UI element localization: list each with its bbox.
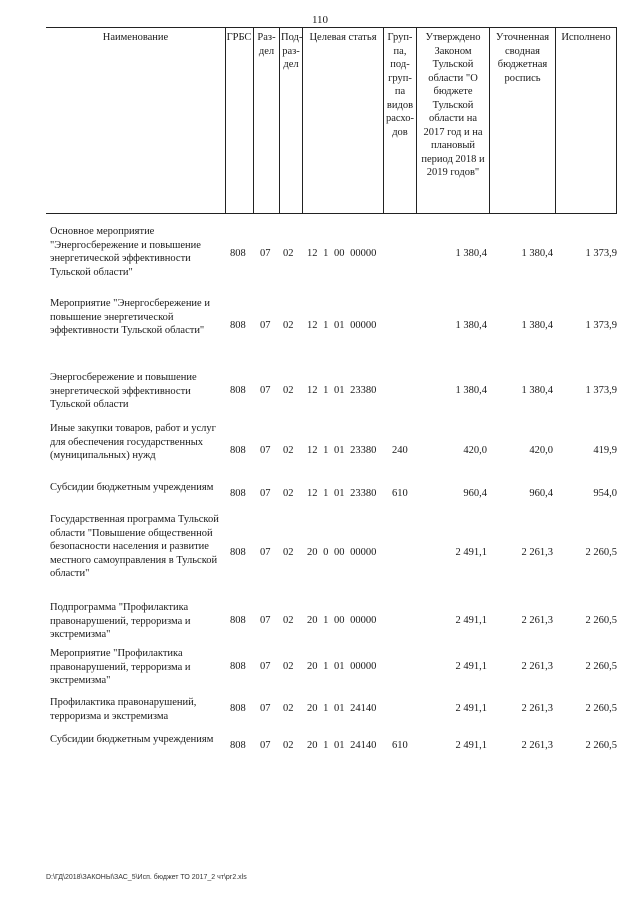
row-podrazdel: 02 bbox=[283, 320, 294, 331]
row-target: 20 0 00 00000 bbox=[307, 547, 377, 558]
row-name: Мероприятие "Энергосбережение и повышение энергетической эффективности Тульской области" bbox=[50, 298, 210, 336]
row-grbs: 808 bbox=[230, 661, 246, 672]
header-refined: Уточненная сводная бюджетная роспись bbox=[495, 32, 550, 84]
header-executed: Исполнено bbox=[561, 32, 611, 43]
row-executed: 1 373,9 bbox=[585, 248, 617, 259]
row-refined: 960,4 bbox=[529, 488, 553, 499]
row-grbs: 808 bbox=[230, 703, 246, 714]
row-razdel: 07 bbox=[260, 488, 271, 499]
row-target: 12 1 01 23380 bbox=[307, 385, 377, 396]
row-approved: 1 380,4 bbox=[455, 385, 487, 396]
row-approved: 420,0 bbox=[463, 445, 487, 456]
row-target: 12 1 01 23380 bbox=[307, 488, 377, 499]
row-target: 20 1 00 00000 bbox=[307, 615, 377, 626]
header-name: Наименование bbox=[102, 32, 169, 43]
header-col-divider bbox=[555, 27, 556, 214]
header-podrazdel: Под-раз-дел bbox=[281, 32, 303, 70]
row-grbs: 808 bbox=[230, 547, 246, 558]
header-razdel: Раз-дел bbox=[257, 32, 276, 57]
row-name: Субсидии бюджетным учреждениям bbox=[50, 734, 214, 745]
row-target: 12 1 01 00000 bbox=[307, 320, 377, 331]
row-target: 20 1 01 00000 bbox=[307, 661, 377, 672]
row-name: Энергосбережение и повышение энергетической эффективности Тульской области bbox=[50, 372, 197, 410]
row-executed: 1 373,9 bbox=[585, 320, 617, 331]
row-executed: 2 260,5 bbox=[585, 615, 617, 626]
row-approved: 2 491,1 bbox=[455, 661, 487, 672]
header-col-divider bbox=[489, 27, 490, 214]
header-target: Целевая статья bbox=[309, 32, 377, 43]
row-name: Государственная программа Тульской области "Повышение общественной безопасности населения и развитие местного самоуправления в Тульской области" bbox=[50, 514, 219, 579]
row-refined: 2 261,3 bbox=[521, 703, 553, 714]
row-grbs: 808 bbox=[230, 488, 246, 499]
row-razdel: 07 bbox=[260, 547, 271, 558]
row-grbs: 808 bbox=[230, 445, 246, 456]
row-refined: 1 380,4 bbox=[521, 385, 553, 396]
row-executed: 2 260,5 bbox=[585, 740, 617, 751]
row-executed: 2 260,5 bbox=[585, 547, 617, 558]
row-approved: 2 491,1 bbox=[455, 615, 487, 626]
header-bottom-border bbox=[46, 213, 616, 214]
row-name: Мероприятие "Профилактика правонарушений, терроризма и экстремизма" bbox=[50, 648, 191, 686]
row-podrazdel: 02 bbox=[283, 248, 294, 259]
row-vr: 240 bbox=[392, 445, 408, 456]
row-razdel: 07 bbox=[260, 740, 271, 751]
row-target: 12 1 00 00000 bbox=[307, 248, 377, 259]
header-group: Груп-па, под-груп-па видов расхо-дов bbox=[385, 32, 415, 138]
row-executed: 419,9 bbox=[593, 445, 617, 456]
row-executed: 1 373,9 bbox=[585, 385, 617, 396]
header-col-divider bbox=[225, 27, 226, 214]
row-vr: 610 bbox=[392, 740, 408, 751]
row-razdel: 07 bbox=[260, 661, 271, 672]
row-razdel: 07 bbox=[260, 385, 271, 396]
row-approved: 2 491,1 bbox=[455, 740, 487, 751]
row-name: Основное мероприятие "Энергосбережение и повышение энергетической эффективности Тульской области" bbox=[50, 226, 201, 278]
row-vr: 610 bbox=[392, 488, 408, 499]
row-approved: 1 380,4 bbox=[455, 320, 487, 331]
header-col-divider bbox=[253, 27, 254, 214]
header-grbs: ГРБС bbox=[226, 32, 252, 43]
header-col-divider bbox=[279, 27, 280, 214]
row-name: Субсидии бюджетным учреждениям bbox=[50, 482, 214, 493]
row-refined: 2 261,3 bbox=[521, 547, 553, 558]
page-number: 110 bbox=[311, 14, 329, 26]
row-razdel: 07 bbox=[260, 248, 271, 259]
row-podrazdel: 02 bbox=[283, 488, 294, 499]
row-target: 20 1 01 24140 bbox=[307, 703, 377, 714]
row-razdel: 07 bbox=[260, 703, 271, 714]
row-approved: 2 491,1 bbox=[455, 547, 487, 558]
row-executed: 2 260,5 bbox=[585, 661, 617, 672]
row-podrazdel: 02 bbox=[283, 385, 294, 396]
header-col-divider bbox=[616, 27, 617, 214]
row-refined: 1 380,4 bbox=[521, 320, 553, 331]
row-refined: 2 261,3 bbox=[521, 740, 553, 751]
header-col-divider bbox=[302, 27, 303, 214]
row-podrazdel: 02 bbox=[283, 445, 294, 456]
row-grbs: 808 bbox=[230, 615, 246, 626]
row-grbs: 808 bbox=[230, 385, 246, 396]
row-razdel: 07 bbox=[260, 445, 271, 456]
row-refined: 2 261,3 bbox=[521, 615, 553, 626]
row-podrazdel: 02 bbox=[283, 615, 294, 626]
row-refined: 1 380,4 bbox=[521, 248, 553, 259]
header-approved: Утверждено Законом Тульской области "О бюджете Тульской области на 2017 год и на плановый период 2018 и 2019 годов" bbox=[421, 32, 485, 178]
row-refined: 2 261,3 bbox=[521, 661, 553, 672]
row-approved: 2 491,1 bbox=[455, 703, 487, 714]
row-approved: 1 380,4 bbox=[455, 248, 487, 259]
header-col-divider bbox=[416, 27, 417, 214]
row-razdel: 07 bbox=[260, 615, 271, 626]
header-col-divider bbox=[383, 27, 384, 214]
row-name: Иные закупки товаров, работ и услуг для обеспечения государственных (муниципальных) нужд bbox=[50, 423, 216, 461]
row-refined: 420,0 bbox=[529, 445, 553, 456]
row-approved: 960,4 bbox=[463, 488, 487, 499]
row-name: Профилактика правонарушений, терроризма и экстремизма bbox=[50, 697, 197, 722]
row-razdel: 07 bbox=[260, 320, 271, 331]
header-top-border bbox=[46, 27, 616, 28]
row-grbs: 808 bbox=[230, 320, 246, 331]
row-podrazdel: 02 bbox=[283, 547, 294, 558]
row-podrazdel: 02 bbox=[283, 703, 294, 714]
row-grbs: 808 bbox=[230, 248, 246, 259]
row-target: 12 1 01 23380 bbox=[307, 445, 377, 456]
row-podrazdel: 02 bbox=[283, 740, 294, 751]
row-target: 20 1 01 24140 bbox=[307, 740, 377, 751]
row-executed: 2 260,5 bbox=[585, 703, 617, 714]
row-grbs: 808 bbox=[230, 740, 246, 751]
row-name: Подпрограмма "Профилактика правонарушений, терроризма и экстремизма" bbox=[50, 602, 191, 640]
row-executed: 954,0 bbox=[593, 488, 617, 499]
file-path-footer: D:\ГД\2018\ЗАКОНЫ\ЗАС_5\Исп. бюджет ТО 2017_2 чт\рг2.xls bbox=[46, 874, 247, 881]
row-podrazdel: 02 bbox=[283, 661, 294, 672]
